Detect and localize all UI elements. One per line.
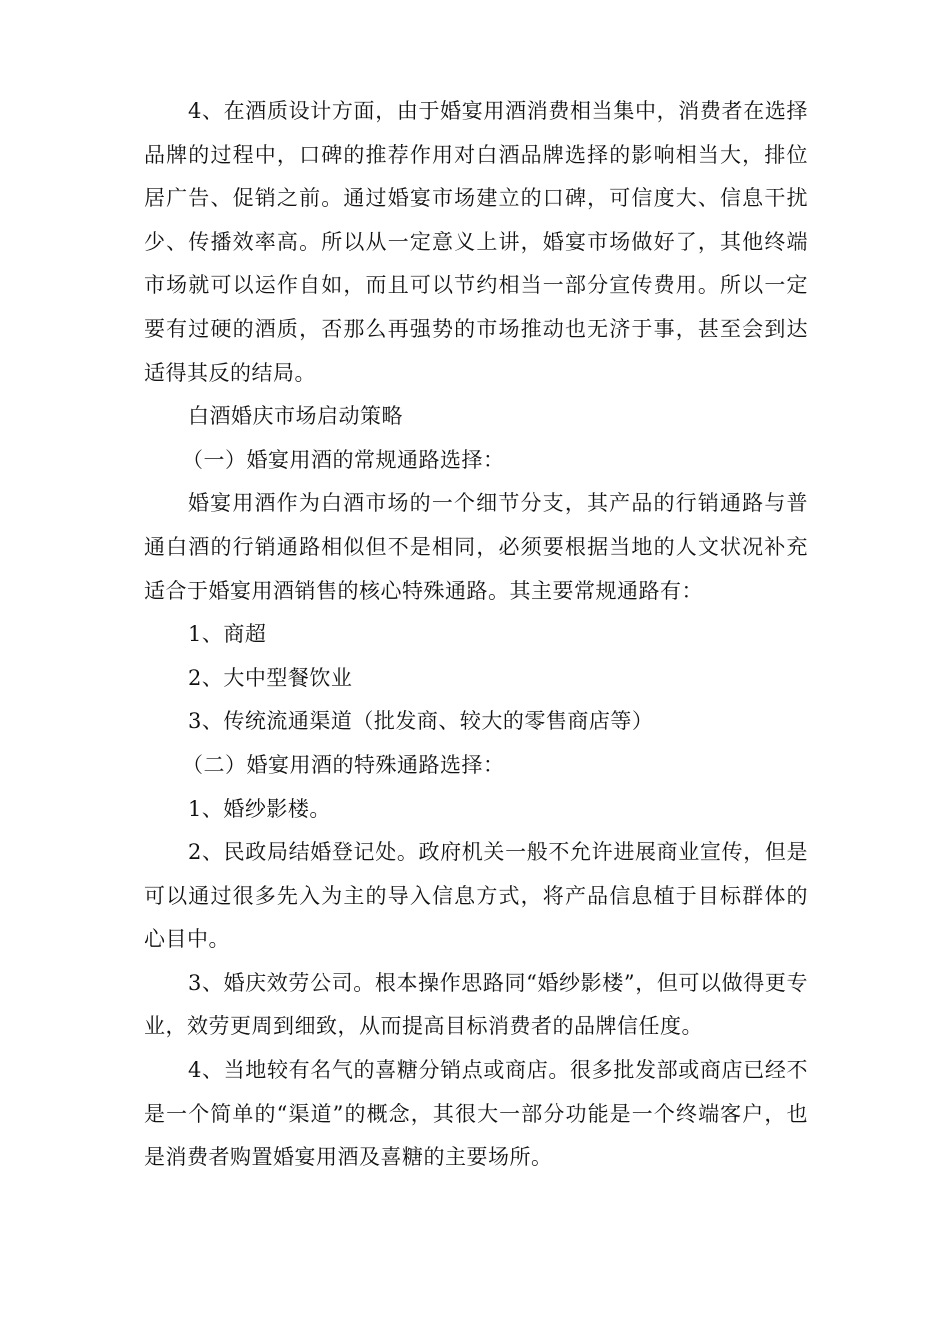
- list-item-wedding-studios: 1、婚纱影楼。: [188, 796, 331, 821]
- document-body: [144, 90, 808, 1180]
- paragraph-wine-quality: 4、在酒质设计方面，由于婚宴用酒消费相当集中，消费者在选择品牌的过程中，口碑的推荐作用对白酒品牌选择的影响相当大，排位居广告、促销之前。通过婚宴市场建立的口碑，可信度大、信息干扰少、传播效率高。所以从一定意义上讲，婚宴市场做好了，其他终端市场就可以运作自如，而且可以节约相当一部分宣传费用。所以一定要有过硬的酒质，否那么再强势的市场推动也无济于事，甚至会到达适得其反的结局。: [144, 99, 808, 385]
- list-item-supermarkets: 1、商超: [188, 622, 267, 647]
- list-item-restaurants: 2、大中型餐饮业: [188, 665, 353, 690]
- list-item-candy-shops: 4、当地较有名气的喜糖分销点或商店。很多批发部或商店已经不是一个简单的“渠道”的概念，其很大一部分功能是一个终端客户，也是消费者购置婚宴用酒及喜糖的主要场所。: [144, 1058, 808, 1170]
- list-item-wedding-service-companies: 3、婚庆效劳公司。根本操作思路同“婚纱影楼”，但可以做得更专业，效劳更周到细致，从而提高目标消费者的品牌信任度。: [144, 970, 808, 1039]
- list-item-civil-affairs-office: 2、民政局结婚登记处。政府机关一般不允许进展商业宣传，但是可以通过很多先入为主的导入信息方式，将产品信息植于目标群体的心目中。: [144, 840, 808, 952]
- subheading-special-channels: （二）婚宴用酒的特殊通路选择：: [182, 752, 505, 777]
- list-item-traditional-channels: 3、传统流通渠道（批发商、较大的零售商店等）: [188, 709, 654, 734]
- paragraph-regular-channels-intro: 婚宴用酒作为白酒市场的一个细节分支，其产品的行销通路与普通白酒的行销通路相似但不是相同，必须要根据当地的人文状况补充适合于婚宴用酒销售的核心特殊通路。其主要常规通路有：: [144, 491, 808, 603]
- subheading-regular-channels: （一）婚宴用酒的常规通路选择：: [182, 447, 505, 472]
- section-heading-wedding-strategy: 白酒婚庆市场启动策略: [188, 404, 403, 429]
